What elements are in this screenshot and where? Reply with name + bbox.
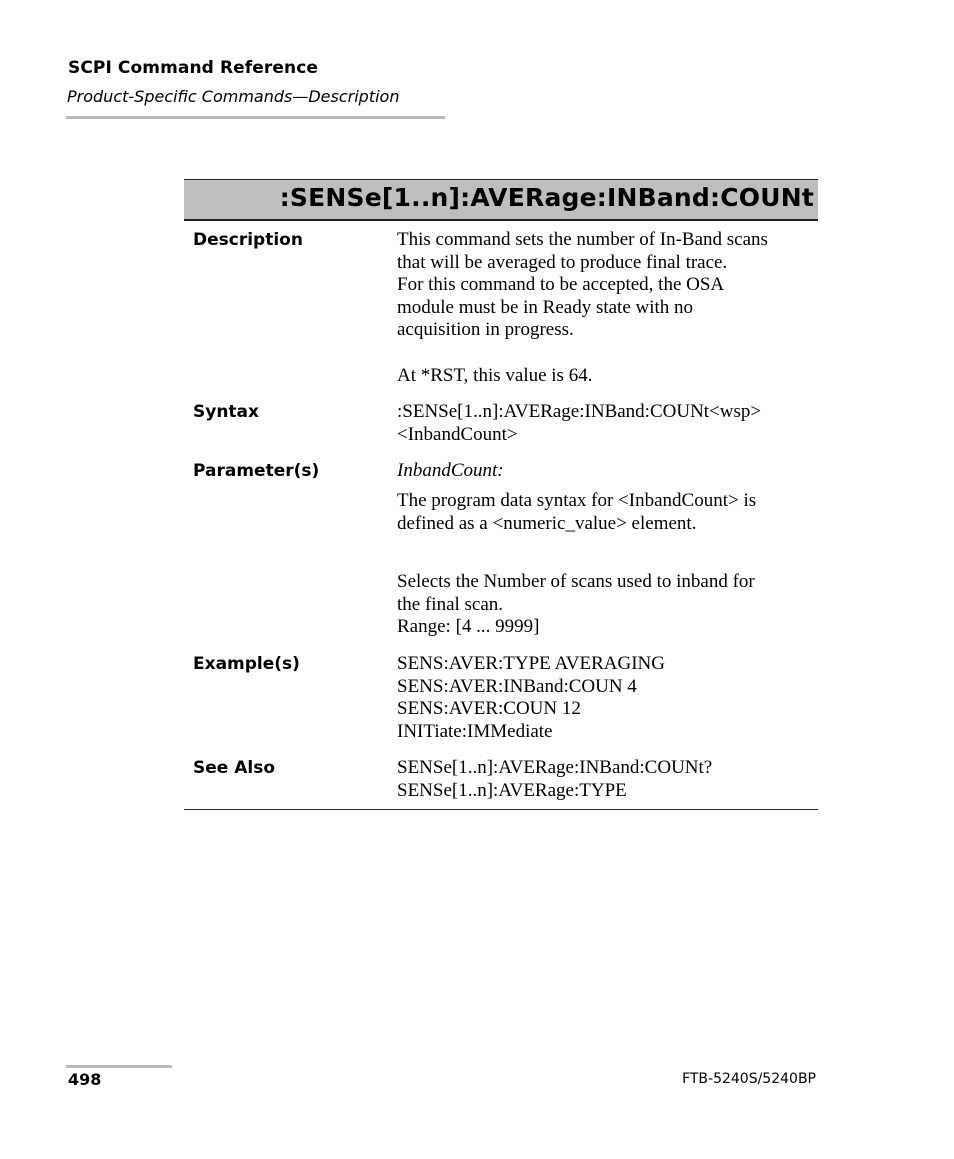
parameter-definition-line: The program data syntax for <InbandCount> is [397,490,757,511]
description-line: that will be averaged to produce final trace. [397,251,728,273]
example-line: SENS:AVER:COUN 12 [397,698,581,720]
see-also-line: SENSe[1..n]:AVERage:TYPE [397,779,627,801]
header-rule [66,116,445,119]
product-name: FTB-5240S/5240BP [682,1071,816,1087]
description-line: acquisition in progress. [397,319,574,341]
see-also-text [397,757,712,802]
description-line: For this command to be accepted, the OSA [397,274,725,296]
syntax-line: :SENSe[1..n]:AVERage:INBand:COUNt<wsp> [397,401,762,422]
parameter-name: InbandCount: [397,460,504,481]
example-line: SENS:AVER:INBand:COUN 4 [397,675,637,697]
rst-note: At *RST, this value is 64. [397,365,593,386]
header-title: SCPI Command Reference [68,58,319,78]
syntax-text [397,401,761,446]
examples-text [397,653,665,743]
syntax-label: Syntax [193,402,259,422]
command-title: :SENSe[1..n]:AVERage:INBand:COUNt [279,183,814,212]
parameter-detail-line: Range: [4 ... 9999] [397,616,540,638]
header-subtitle: Product-Specific Commands—Description [67,87,400,106]
description-label: Description [193,230,303,250]
see-also-label: See Also [193,758,276,778]
parameters-label: Parameter(s) [193,461,320,481]
parameter-definition [397,490,756,535]
see-also-line: SENSe[1..n]:AVERage:INBand:COUNt? [397,757,713,778]
syntax-line: <InbandCount> [397,423,518,445]
example-line: SENS:AVER:TYPE AVERAGING [397,653,665,674]
page-number: 498 [68,1070,102,1089]
description-text [397,229,768,342]
parameter-detail-line: Selects the Number of scans used to inband for [397,571,755,592]
footer-rule [66,1065,172,1068]
table-bottom-rule [184,809,818,810]
description-line: module must be in Ready state with no [397,296,694,318]
parameter-detail-line: the final scan. [397,593,504,615]
parameter-definition-line: defined as a <numeric_value> element. [397,512,697,534]
examples-label: Example(s) [193,654,300,674]
parameter-detail [397,571,755,639]
command-title-bar [184,179,818,221]
example-line: INITiate:IMMediate [397,720,553,742]
description-line: This command sets the number of In-Band scans [397,229,768,250]
